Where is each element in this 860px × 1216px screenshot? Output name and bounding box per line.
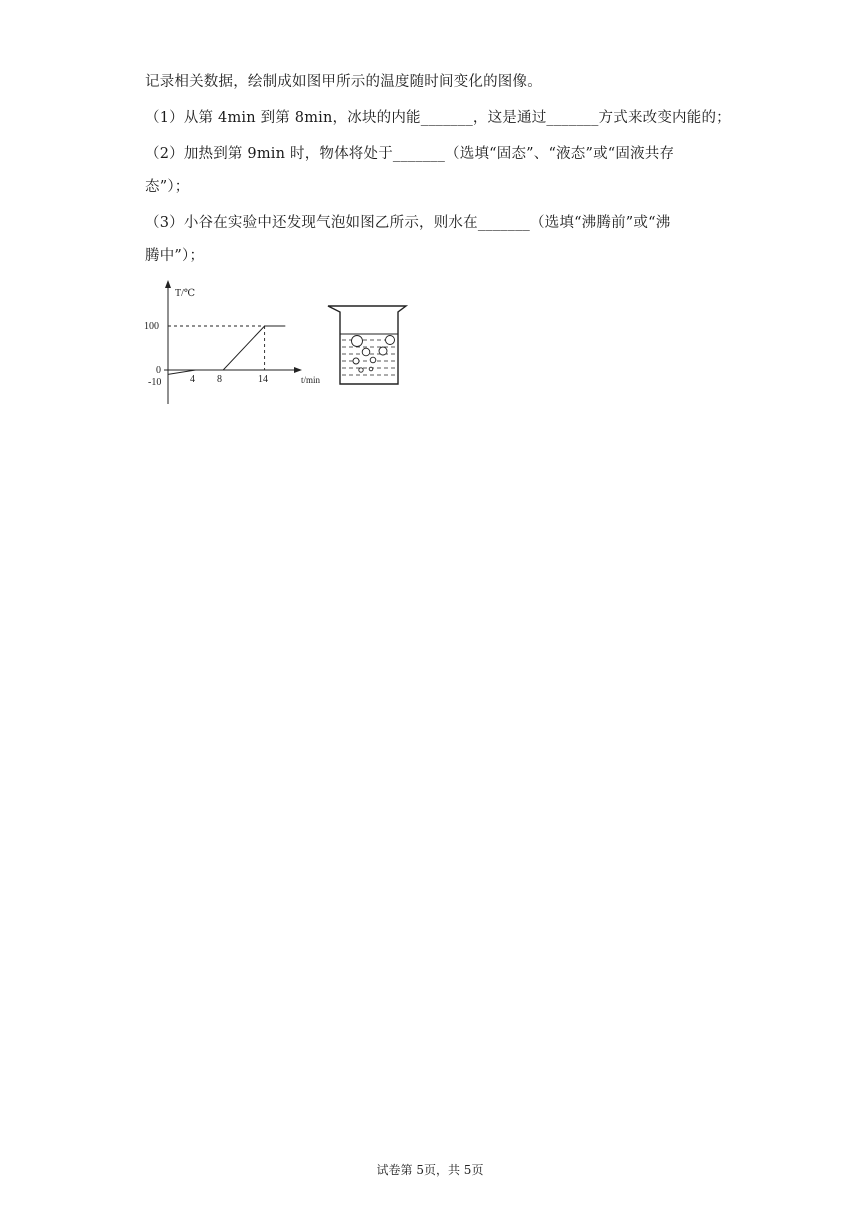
y-axis-arrow: [165, 280, 171, 288]
beaker-with-bubbles: [328, 306, 406, 384]
x-axis-label: t/min: [301, 375, 321, 385]
beaker-outline: [328, 306, 406, 384]
x-tick-14: 14: [258, 374, 268, 385]
y-tick-neg10: -10: [148, 377, 162, 388]
text-line-q2: （2）加热到第 9min 时，物体将处于_______（选填“固态”、“液态”或“固液共存: [145, 146, 675, 162]
text-line-q1: （1）从第 4min 到第 8min，冰块的内能_______，这是通过_______方式来改变内能的；: [145, 110, 731, 126]
y-tick-0: 0: [156, 365, 161, 376]
text-line-q2-cont: 态”）；: [145, 179, 190, 195]
temperature-graph-and-beaker: [144, 276, 424, 408]
figures: [144, 276, 424, 412]
plot-layer: [168, 326, 285, 374]
text-line-q3: （3）小谷在实验中还发现气泡如图乙所示，则水在_______（选填“沸腾前”或“沸: [145, 215, 671, 231]
y-axis-label: T/℃: [175, 288, 196, 299]
x-axis-arrow: [294, 367, 302, 373]
text-line-intro: 记录相关数据，绘制成如图甲所示的温度随时间变化的图像。: [145, 74, 542, 90]
page-footer: 试卷第 5页，共 5页: [376, 1163, 484, 1177]
temperature-curve: [168, 326, 285, 374]
text-line-q3-cont: 腾中”）；: [145, 248, 205, 264]
x-tick-4: 4: [190, 374, 195, 385]
x-tick-8: 8: [217, 374, 222, 385]
y-tick-100: 100: [144, 321, 159, 332]
